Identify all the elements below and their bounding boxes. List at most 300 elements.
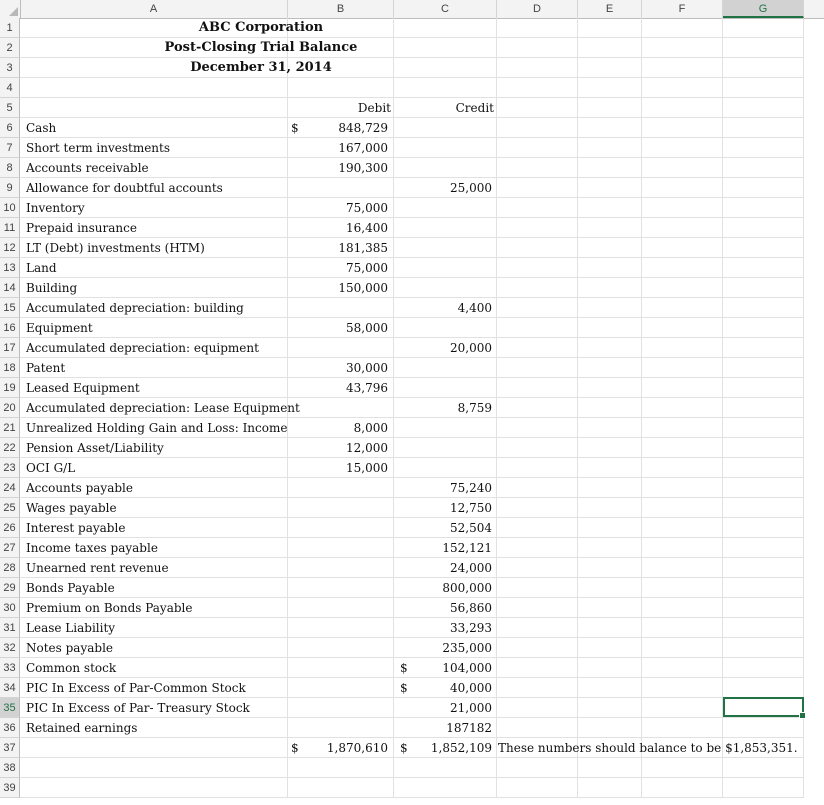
credit-amount xyxy=(410,438,492,458)
row-header-5[interactable]: 5 xyxy=(0,98,20,118)
row-header-34[interactable]: 34 xyxy=(0,678,20,698)
row-header-11[interactable]: 11 xyxy=(0,218,20,238)
cell-c4[interactable] xyxy=(394,78,497,98)
cell-e4[interactable] xyxy=(578,78,642,98)
row-header-33[interactable]: 33 xyxy=(0,658,20,678)
cell-d27[interactable] xyxy=(497,538,578,558)
cell-c39[interactable] xyxy=(394,778,497,798)
cell-a13[interactable] xyxy=(20,258,288,278)
debit-amount xyxy=(300,538,388,558)
cell-f20[interactable] xyxy=(642,398,723,418)
account-name: Premium on Bonds Payable xyxy=(26,601,193,615)
sheet-row xyxy=(0,618,824,638)
cell-g36[interactable] xyxy=(723,718,804,738)
cell-e12[interactable] xyxy=(578,238,642,258)
cell-f4[interactable] xyxy=(642,78,723,98)
sheet-row xyxy=(0,578,824,598)
row-header-7[interactable]: 7 xyxy=(0,138,20,158)
cell-e15[interactable] xyxy=(578,298,642,318)
cell-d21[interactable] xyxy=(497,418,578,438)
cell-g31[interactable] xyxy=(723,618,804,638)
cell-e32[interactable] xyxy=(578,638,642,658)
cell-f11[interactable] xyxy=(642,218,723,238)
cell-e6[interactable] xyxy=(578,118,642,138)
cell-g9[interactable] xyxy=(723,178,804,198)
cell-a39[interactable] xyxy=(20,778,288,798)
cell-e2[interactable] xyxy=(578,38,642,58)
cell-g27[interactable] xyxy=(723,538,804,558)
credit-amount xyxy=(410,218,492,238)
cell-g24[interactable] xyxy=(723,478,804,498)
cell-d16[interactable] xyxy=(497,318,578,338)
column-header-f[interactable]: F xyxy=(642,0,723,18)
debit-amount xyxy=(300,178,388,198)
cell-g7[interactable] xyxy=(723,138,804,158)
cell-d29[interactable] xyxy=(497,578,578,598)
row-header-39[interactable]: 39 xyxy=(0,778,20,798)
cell-d33[interactable] xyxy=(497,658,578,678)
sheet-row xyxy=(0,118,824,138)
row-header-25[interactable]: 25 xyxy=(0,498,20,518)
cell-f9[interactable] xyxy=(642,178,723,198)
cell-f13[interactable] xyxy=(642,258,723,278)
cell-e7[interactable] xyxy=(578,138,642,158)
cell-d5[interactable] xyxy=(497,98,578,118)
cell-e1[interactable] xyxy=(578,18,642,38)
account-name: Pension Asset/Liability xyxy=(26,441,164,455)
account-name: PIC In Excess of Par-Common Stock xyxy=(26,681,246,695)
cell-d11[interactable] xyxy=(497,218,578,238)
row-header-1[interactable]: 1 xyxy=(0,18,20,38)
cell-d32[interactable] xyxy=(497,638,578,658)
debit-amount: 15,000 xyxy=(346,461,388,475)
cell-g23[interactable] xyxy=(723,458,804,478)
sheet-row xyxy=(0,278,824,298)
cell-e20[interactable] xyxy=(578,398,642,418)
cell-d8[interactable] xyxy=(497,158,578,178)
debit-amount xyxy=(300,398,388,418)
cell-g16[interactable] xyxy=(723,318,804,338)
credit-amount: 152,121 xyxy=(442,541,492,555)
cell-f33[interactable] xyxy=(642,658,723,678)
cell-d38[interactable] xyxy=(497,758,578,778)
cell-c3[interactable] xyxy=(394,58,497,78)
cell-e25[interactable] xyxy=(578,498,642,518)
debit-amount xyxy=(300,698,388,718)
total-credit-dollar-sign: $ xyxy=(400,741,408,755)
credit-amount xyxy=(410,418,492,438)
cell-f16[interactable] xyxy=(642,318,723,338)
cell-g11[interactable] xyxy=(723,218,804,238)
cell-f7[interactable] xyxy=(642,138,723,158)
sheet-row xyxy=(0,738,824,758)
row-header-35[interactable]: 35 xyxy=(0,698,20,718)
cell-f6[interactable] xyxy=(642,118,723,138)
cell-g32[interactable] xyxy=(723,638,804,658)
row-header-28[interactable]: 28 xyxy=(0,558,20,578)
cell-g39[interactable] xyxy=(723,778,804,798)
cell-f27[interactable] xyxy=(642,538,723,558)
cell-f22[interactable] xyxy=(642,438,723,458)
row-header-20[interactable]: 20 xyxy=(0,398,20,418)
cell-f34[interactable] xyxy=(642,678,723,698)
sheet-row xyxy=(0,378,824,398)
account-name: LT (Debt) investments (HTM) xyxy=(26,241,205,255)
sheet-row xyxy=(0,758,824,778)
debit-amount: 848,729 xyxy=(338,121,388,135)
cell-d4[interactable] xyxy=(497,78,578,98)
report-title: Post-Closing Trial Balance xyxy=(164,40,358,55)
cell-g33[interactable] xyxy=(723,658,804,678)
sheet-row xyxy=(0,358,824,378)
credit-amount xyxy=(410,198,492,218)
cell-e17[interactable] xyxy=(578,338,642,358)
cell-g22[interactable] xyxy=(723,438,804,458)
credit-amount xyxy=(410,278,492,298)
row-header-36[interactable]: 36 xyxy=(0,718,20,738)
cell-f5[interactable] xyxy=(642,98,723,118)
row-header-31[interactable]: 31 xyxy=(0,618,20,638)
cell-g10[interactable] xyxy=(723,198,804,218)
cell-g18[interactable] xyxy=(723,358,804,378)
cell-e27[interactable] xyxy=(578,538,642,558)
credit-amount: 25,000 xyxy=(450,181,492,195)
cell-g2[interactable] xyxy=(723,38,804,58)
row-header-2[interactable]: 2 xyxy=(0,38,20,58)
credit-amount: 33,293 xyxy=(450,621,492,635)
sheet-row xyxy=(0,258,824,278)
debit-amount xyxy=(300,658,388,678)
cell-e30[interactable] xyxy=(578,598,642,618)
row-header-10[interactable]: 10 xyxy=(0,198,20,218)
column-header-a[interactable]: A xyxy=(20,0,288,18)
cell-f35[interactable] xyxy=(642,698,723,718)
cell-f2[interactable] xyxy=(642,38,723,58)
cell-e34[interactable] xyxy=(578,678,642,698)
column-header-e[interactable]: E xyxy=(578,0,642,18)
sheet-row xyxy=(0,98,824,118)
cell-e3[interactable] xyxy=(578,58,642,78)
sheet-row xyxy=(0,198,824,218)
row-header-12[interactable]: 12 xyxy=(0,238,20,258)
select-all-triangle-icon xyxy=(9,7,18,16)
cell-f29[interactable] xyxy=(642,578,723,598)
column-header-d[interactable]: D xyxy=(497,0,578,18)
cell-e28[interactable] xyxy=(578,558,642,578)
cell-d13[interactable] xyxy=(497,258,578,278)
cell-e11[interactable] xyxy=(578,218,642,238)
cell-e29[interactable] xyxy=(578,578,642,598)
row-header-17[interactable]: 17 xyxy=(0,338,20,358)
debit-amount xyxy=(300,338,388,358)
cell-g34[interactable] xyxy=(723,678,804,698)
cell-g28[interactable] xyxy=(723,558,804,578)
sheet-row xyxy=(0,338,824,358)
row-header-3[interactable]: 3 xyxy=(0,58,20,78)
debit-amount xyxy=(300,638,388,658)
cell-f3[interactable] xyxy=(642,58,723,78)
cell-f32[interactable] xyxy=(642,638,723,658)
cell-e23[interactable] xyxy=(578,458,642,478)
cell-e24[interactable] xyxy=(578,478,642,498)
cell-e5[interactable] xyxy=(578,98,642,118)
cell-d25[interactable] xyxy=(497,498,578,518)
cell-f36[interactable] xyxy=(642,718,723,738)
cell-f23[interactable] xyxy=(642,458,723,478)
account-name: Short term investments xyxy=(26,141,171,155)
cell-e31[interactable] xyxy=(578,618,642,638)
row-header-14[interactable]: 14 xyxy=(0,278,20,298)
row-header-23[interactable]: 23 xyxy=(0,458,20,478)
cell-e26[interactable] xyxy=(578,518,642,538)
row-header-21[interactable]: 21 xyxy=(0,418,20,438)
row-header-29[interactable]: 29 xyxy=(0,578,20,598)
cell-b4[interactable] xyxy=(288,78,394,98)
cell-g12[interactable] xyxy=(723,238,804,258)
account-name: Accumulated depreciation: Lease Equipment xyxy=(26,401,300,415)
cell-f18[interactable] xyxy=(642,358,723,378)
debit-amount: 58,000 xyxy=(346,321,388,335)
cell-e16[interactable] xyxy=(578,318,642,338)
cell-f31[interactable] xyxy=(642,618,723,638)
account-name: Accounts receivable xyxy=(26,161,149,175)
cell-c1[interactable] xyxy=(394,18,497,38)
sheet-row xyxy=(0,718,824,738)
cell-d10[interactable] xyxy=(497,198,578,218)
cell-d22[interactable] xyxy=(497,438,578,458)
sheet-row xyxy=(0,38,824,58)
account-name: Common stock xyxy=(26,661,117,675)
cell-d1[interactable] xyxy=(497,18,578,38)
credit-amount: 235,000 xyxy=(442,641,492,655)
row-header-30[interactable]: 30 xyxy=(0,598,20,618)
sheet-row xyxy=(0,638,824,658)
credit-amount: 187182 xyxy=(446,721,492,735)
cell-a38[interactable] xyxy=(20,758,288,778)
fill-handle[interactable] xyxy=(799,712,806,719)
credit-amount xyxy=(410,138,492,158)
sheet-row xyxy=(0,418,824,438)
cell-g6[interactable] xyxy=(723,118,804,138)
cell-e39[interactable] xyxy=(578,778,642,798)
sheet-row xyxy=(0,398,824,418)
cell-e8[interactable] xyxy=(578,158,642,178)
row-header-15[interactable]: 15 xyxy=(0,298,20,318)
debit-amount xyxy=(300,618,388,638)
row-header-6[interactable]: 6 xyxy=(0,118,20,138)
cell-c2[interactable] xyxy=(394,38,497,58)
sheet-row xyxy=(0,318,824,338)
row-header-22[interactable]: 22 xyxy=(0,438,20,458)
cell-a37[interactable] xyxy=(20,738,288,758)
cell-e21[interactable] xyxy=(578,418,642,438)
cell-g1[interactable] xyxy=(723,18,804,38)
cell-d3[interactable] xyxy=(497,58,578,78)
select-all-corner[interactable] xyxy=(0,0,21,18)
column-header-b[interactable]: B xyxy=(288,0,394,18)
cell-f28[interactable] xyxy=(642,558,723,578)
sheet-row xyxy=(0,238,824,258)
sheet-row xyxy=(0,598,824,618)
cell-d18[interactable] xyxy=(497,358,578,378)
total-credit: 1,852,109 xyxy=(430,741,492,755)
cell-d23[interactable] xyxy=(497,458,578,478)
cell-g8[interactable] xyxy=(723,158,804,178)
cell-d31[interactable] xyxy=(497,618,578,638)
cell-g30[interactable] xyxy=(723,598,804,618)
account-name: Prepaid insurance xyxy=(26,221,137,235)
debit-amount: 167,000 xyxy=(338,141,388,155)
active-cell-selection[interactable] xyxy=(723,697,804,717)
cell-g29[interactable] xyxy=(723,578,804,598)
cell-c38[interactable] xyxy=(394,758,497,778)
account-name: Accumulated depreciation: building xyxy=(26,301,244,315)
credit-amount: 8,759 xyxy=(457,401,492,415)
cell-f1[interactable] xyxy=(642,18,723,38)
row-header-24[interactable]: 24 xyxy=(0,478,20,498)
sheet-row xyxy=(0,498,824,518)
credit-amount: 56,860 xyxy=(450,601,492,615)
cell-g17[interactable] xyxy=(723,338,804,358)
cell-e36[interactable] xyxy=(578,718,642,738)
credit-amount: 12,750 xyxy=(450,501,492,515)
row-header-18[interactable]: 18 xyxy=(0,358,20,378)
cell-e9[interactable] xyxy=(578,178,642,198)
cell-d2[interactable] xyxy=(497,38,578,58)
cell-g20[interactable] xyxy=(723,398,804,418)
row-header-32[interactable]: 32 xyxy=(0,638,20,658)
cell-b38[interactable] xyxy=(288,758,394,778)
debit-amount: 12,000 xyxy=(346,441,388,455)
sheet-row xyxy=(0,458,824,478)
row-header-8[interactable]: 8 xyxy=(0,158,20,178)
cell-f39[interactable] xyxy=(642,778,723,798)
cell-f24[interactable] xyxy=(642,478,723,498)
row-header-9[interactable]: 9 xyxy=(0,178,20,198)
credit-amount: 75,240 xyxy=(450,481,492,495)
cell-e13[interactable] xyxy=(578,258,642,278)
cell-g38[interactable] xyxy=(723,758,804,778)
cell-g3[interactable] xyxy=(723,58,804,78)
cell-g21[interactable] xyxy=(723,418,804,438)
cell-e19[interactable] xyxy=(578,378,642,398)
cell-g26[interactable] xyxy=(723,518,804,538)
cell-e18[interactable] xyxy=(578,358,642,378)
cell-f12[interactable] xyxy=(642,238,723,258)
cell-d34[interactable] xyxy=(497,678,578,698)
credit-amount: 20,000 xyxy=(450,341,492,355)
cell-a4[interactable] xyxy=(20,78,288,98)
cell-a5[interactable] xyxy=(20,98,288,118)
cell-f38[interactable] xyxy=(642,758,723,778)
cell-d14[interactable] xyxy=(497,278,578,298)
cell-g25[interactable] xyxy=(723,498,804,518)
debit-header: Debit xyxy=(357,101,391,115)
cell-d6[interactable] xyxy=(497,118,578,138)
debit-amount xyxy=(300,578,388,598)
cell-g15[interactable] xyxy=(723,298,804,318)
cell-g19[interactable] xyxy=(723,378,804,398)
cell-d12[interactable] xyxy=(497,238,578,258)
row-header-27[interactable]: 27 xyxy=(0,538,20,558)
debit-amount: 43,796 xyxy=(346,381,388,395)
sheet-row xyxy=(0,78,824,98)
cell-d28[interactable] xyxy=(497,558,578,578)
account-name: Allowance for doubtful accounts xyxy=(26,181,223,195)
cell-f15[interactable] xyxy=(642,298,723,318)
debit-amount: 8,000 xyxy=(353,421,388,435)
cell-d30[interactable] xyxy=(497,598,578,618)
account-name: Unrealized Holding Gain and Loss: Income xyxy=(26,421,288,435)
cell-b39[interactable] xyxy=(288,778,394,798)
cell-d26[interactable] xyxy=(497,518,578,538)
cell-f25[interactable] xyxy=(642,498,723,518)
cell-f19[interactable] xyxy=(642,378,723,398)
cell-g13[interactable] xyxy=(723,258,804,278)
cell-a6[interactable] xyxy=(20,118,288,138)
sheet-row xyxy=(0,478,824,498)
cell-e10[interactable] xyxy=(578,198,642,218)
cell-d7[interactable] xyxy=(497,138,578,158)
cell-e22[interactable] xyxy=(578,438,642,458)
row-header-16[interactable]: 16 xyxy=(0,318,20,338)
row-header-26[interactable]: 26 xyxy=(0,518,20,538)
account-name: Inventory xyxy=(26,201,85,215)
sheet-row xyxy=(0,298,824,318)
cell-e35[interactable] xyxy=(578,698,642,718)
cell-f17[interactable] xyxy=(642,338,723,358)
account-name: Accumulated depreciation: equipment xyxy=(26,341,259,355)
cell-f21[interactable] xyxy=(642,418,723,438)
row-header-4[interactable]: 4 xyxy=(0,78,20,98)
cell-e14[interactable] xyxy=(578,278,642,298)
cell-d17[interactable] xyxy=(497,338,578,358)
cell-g5[interactable] xyxy=(723,98,804,118)
cell-d35[interactable] xyxy=(497,698,578,718)
sheet-row xyxy=(0,518,824,538)
sheet-row xyxy=(0,558,824,578)
cell-g14[interactable] xyxy=(723,278,804,298)
cell-d9[interactable] xyxy=(497,178,578,198)
debit-amount xyxy=(300,598,388,618)
sheet-row xyxy=(0,58,824,78)
cell-d19[interactable] xyxy=(497,378,578,398)
column-header-g[interactable]: G xyxy=(723,0,804,18)
sheet-row xyxy=(0,678,824,698)
row-header-37[interactable]: 37 xyxy=(0,738,20,758)
cell-d15[interactable] xyxy=(497,298,578,318)
debit-amount: 30,000 xyxy=(346,361,388,375)
cell-g4[interactable] xyxy=(723,78,804,98)
cell-e38[interactable] xyxy=(578,758,642,778)
account-name: Unearned rent revenue xyxy=(26,561,169,575)
cell-f10[interactable] xyxy=(642,198,723,218)
cell-f8[interactable] xyxy=(642,158,723,178)
cell-e33[interactable] xyxy=(578,658,642,678)
cell-d20[interactable] xyxy=(497,398,578,418)
cell-d39[interactable] xyxy=(497,778,578,798)
cell-f14[interactable] xyxy=(642,278,723,298)
row-header-13[interactable]: 13 xyxy=(0,258,20,278)
row-header-19[interactable]: 19 xyxy=(0,378,20,398)
cell-f30[interactable] xyxy=(642,598,723,618)
cell-d24[interactable] xyxy=(497,478,578,498)
debit-amount: 16,400 xyxy=(346,221,388,235)
cell-f26[interactable] xyxy=(642,518,723,538)
column-header-c[interactable]: C xyxy=(394,0,497,18)
row-header-38[interactable]: 38 xyxy=(0,758,20,778)
cell-d36[interactable] xyxy=(497,718,578,738)
